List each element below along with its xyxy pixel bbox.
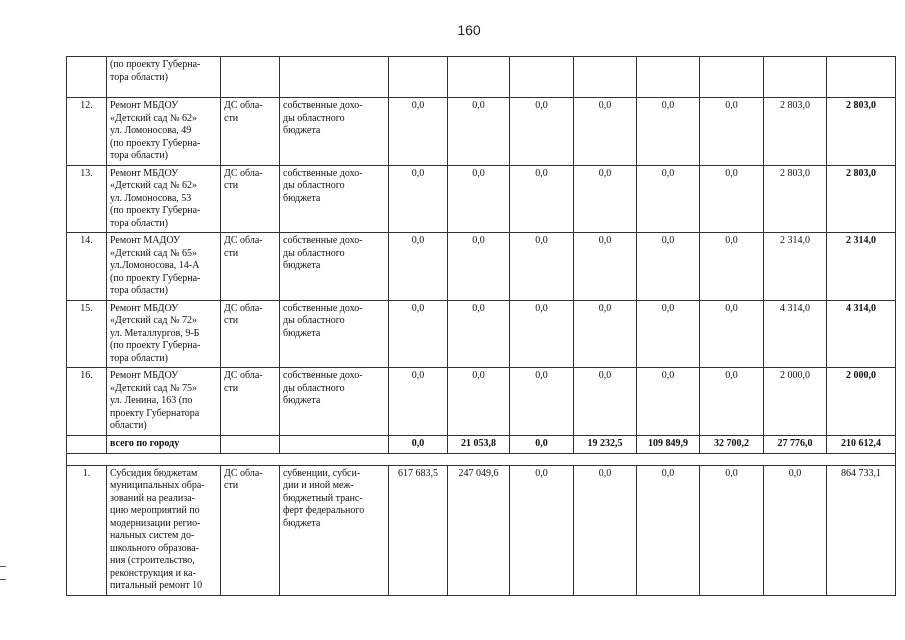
value-cell: 0,0 — [637, 465, 700, 595]
value-cell: 0,0 — [389, 165, 448, 233]
value-cell: 247 049,6 — [448, 465, 510, 595]
object-name-cell: Субсидия бюджетам муниципальных обра- зований на реализа- цию мероприятий по модернизации регио- нальных систем до- школьного образова- ния (строительство, реконструкция и ка- питальный ремонт 10 — [107, 465, 221, 595]
city-total-value: 21 053,8 — [448, 435, 510, 453]
value-cell: 0,0 — [637, 368, 700, 436]
value-cell: 0,0 — [510, 98, 574, 166]
value-cell: 2 314,0 — [764, 233, 827, 301]
subsidy-row — [67, 465, 896, 595]
value-cell: 0,0 — [510, 165, 574, 233]
city-total-row — [67, 435, 896, 453]
value-cell: 0,0 — [510, 233, 574, 301]
value-cell: 2 803,0 — [764, 165, 827, 233]
value-cell: 0,0 — [700, 465, 764, 595]
value-cell: 0,0 — [637, 98, 700, 166]
table-row — [67, 368, 896, 436]
city-total-value: 27 776,0 — [764, 435, 827, 453]
value-cell: 0,0 — [574, 233, 637, 301]
value-cell: 0,0 — [574, 98, 637, 166]
table-row — [67, 233, 896, 301]
row-total-cell: 864 733,1 — [827, 465, 896, 595]
object-name-cell: Ремонт МБДОУ «Детский сад № 62» ул. Ломоносова, 53 (по проекту Губерна- тора области) — [107, 165, 221, 233]
object-name-cell: (по проекту Губерна- тора области) — [107, 57, 221, 98]
value-cell: 0,0 — [637, 165, 700, 233]
funding-source-cell: собственные дохо- ды областного бюджета — [280, 300, 389, 368]
object-name-cell: Ремонт МАДОУ «Детский сад № 65» ул.Ломоносова, 14-А (по проекту Губерна- тора области) — [107, 233, 221, 301]
value-cell: 0,0 — [448, 368, 510, 436]
executor-cell: ДС обла- сти — [221, 300, 280, 368]
value-cell: 0,0 — [764, 465, 827, 595]
row-total-cell: 2 000,0 — [827, 368, 896, 436]
city-total-value: 19 232,5 — [574, 435, 637, 453]
row-number-cell: 14. — [67, 233, 107, 301]
value-cell: 0,0 — [637, 300, 700, 368]
row-number-cell: 16. — [67, 368, 107, 436]
value-cell: 0,0 — [700, 233, 764, 301]
table-row-continuation — [67, 57, 896, 98]
value-cell: 0,0 — [574, 368, 637, 436]
city-total-value: 0,0 — [389, 435, 448, 453]
funding-source-cell: собственные дохо- ды областного бюджета — [280, 368, 389, 436]
table-row — [67, 300, 896, 368]
value-cell: 0,0 — [510, 300, 574, 368]
value-cell: 0,0 — [637, 233, 700, 301]
page-number: 160 — [457, 22, 481, 38]
row-total-cell: 4 314,0 — [827, 300, 896, 368]
funding-source-cell: собственные дохо- ды областного бюджета — [280, 233, 389, 301]
value-cell: 0,0 — [448, 98, 510, 166]
row-number-cell: 12. — [67, 98, 107, 166]
city-total-value: 32 700,2 — [700, 435, 764, 453]
value-cell: 0,0 — [389, 300, 448, 368]
executor-cell: ДС обла- сти — [221, 368, 280, 436]
row-number-cell — [67, 57, 107, 98]
value-cell: 0,0 — [700, 165, 764, 233]
value-cell: 0,0 — [389, 98, 448, 166]
row-total-cell: 2 314,0 — [827, 233, 896, 301]
funding-source-cell: собственные дохо- ды областного бюджета — [280, 98, 389, 166]
object-name-cell: Ремонт МБДОУ «Детский сад № 75» ул. Ленина, 163 (по проекту Губернатора области) — [107, 368, 221, 436]
object-name-cell: Ремонт МБДОУ «Детский сад № 72» ул. Металлургов, 9-Б (по проекту Губерна- тора области) — [107, 300, 221, 368]
value-cell: 0,0 — [700, 300, 764, 368]
value-cell: 0,0 — [510, 465, 574, 595]
row-total-cell: 2 803,0 — [827, 165, 896, 233]
budget-table — [66, 56, 896, 596]
executor-cell: ДС обла- сти — [221, 165, 280, 233]
value-cell: 0,0 — [448, 165, 510, 233]
funding-source-cell: собственные дохо- ды областного бюджета — [280, 165, 389, 233]
value-cell: 0,0 — [448, 233, 510, 301]
value-cell: 617 683,5 — [389, 465, 448, 595]
city-total-grand: 210 612,4 — [827, 435, 896, 453]
separator-row — [67, 453, 896, 465]
executor-cell: ДС обла- сти — [221, 233, 280, 301]
value-cell: 0,0 — [448, 300, 510, 368]
value-cell: 0,0 — [700, 98, 764, 166]
table-row — [67, 165, 896, 233]
value-cell: 2 803,0 — [764, 98, 827, 166]
value-cell: 0,0 — [700, 368, 764, 436]
value-cell: 4 314,0 — [764, 300, 827, 368]
object-name-cell: Ремонт МБДОУ «Детский сад № 62» ул. Ломоносова, 49 (по проекту Губерна- тора области) — [107, 98, 221, 166]
row-total-cell: 2 803,0 — [827, 98, 896, 166]
value-cell: 0,0 — [574, 465, 637, 595]
value-cell: 0,0 — [574, 300, 637, 368]
margin-mark — [0, 579, 6, 580]
city-total-value: 109 849,9 — [637, 435, 700, 453]
executor-cell: ДС обла- сти — [221, 465, 280, 595]
value-cell: 0,0 — [574, 165, 637, 233]
value-cell: 0,0 — [389, 368, 448, 436]
margin-mark — [0, 566, 6, 567]
value-cell: 0,0 — [389, 233, 448, 301]
table-row — [67, 98, 896, 166]
row-number-cell: 1. — [67, 465, 107, 595]
row-number-cell — [67, 435, 107, 453]
row-number-cell: 15. — [67, 300, 107, 368]
funding-source-cell: субвенции, субси- дии и иной меж- бюджетный транс- ферт федерального бюджета — [280, 465, 389, 595]
value-cell: 0,0 — [510, 368, 574, 436]
city-total-label: всего по городу — [107, 435, 221, 453]
executor-cell: ДС обла- сти — [221, 98, 280, 166]
value-cell: 2 000,0 — [764, 368, 827, 436]
city-total-value: 0,0 — [510, 435, 574, 453]
row-number-cell: 13. — [67, 165, 107, 233]
